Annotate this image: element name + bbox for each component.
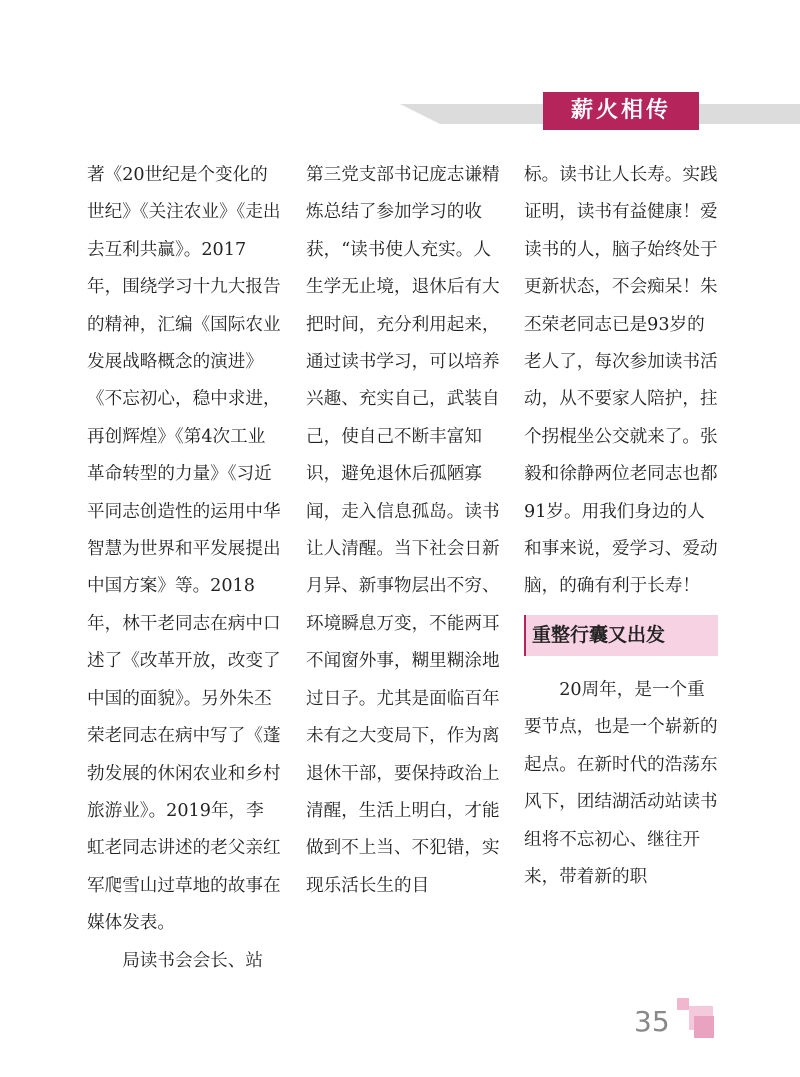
section-title: 薪火相传	[543, 92, 699, 130]
decor-square	[694, 1016, 714, 1038]
paragraph: 标。读书让人长寿。实践证明，读书有益健康！爱读书的人，脑子始终处于更新状态，不会痴呆！朱丕荣老同志已是93岁的老人了，每次参加读书活动，从不要家人陪护，拄个拐棍坐公交就来了。张毅和徐静两位老同志也都91岁。用我们身边的人和事来说，爱学习、爱动脑，的确有利于长寿！	[524, 165, 718, 597]
column-2	[306, 157, 500, 905]
page-number: 35	[634, 1005, 670, 1038]
paragraph: 局读书会会长、站	[122, 950, 263, 971]
decor-square	[677, 998, 689, 1010]
paragraph: 第三党支部书记庞志谦精炼总结了参加学习的收获，“读书使人充实。人生学无止境，退休后有大把时间，充分利用起来，通过读书学习，可以培养兴趣、充实自己，武装自己，使自己不断丰富知识，避免退休后孤陋寡闻，走入信息孤岛。读书让人清醒。当下社会日新月异、新事物层出不穷、环境瞬息万变，不能两耳不闻窗外事，糊里糊涂地过日子。尤其是面临百年未有之大变局下，作为离退休干部，要保持政治上清醒，生活上明白，才能做到不上当、不犯错，实现乐活长生的目	[306, 165, 500, 896]
column-3	[524, 157, 718, 896]
subheading: 重整行囊又出发	[524, 615, 718, 656]
paragraph: 20周年，是一个重要节点，也是一个崭新的起点。在新时代的浩荡东风下，团结湖活动站读书组将不忘初心、继往开来，带着新的职	[524, 679, 718, 887]
column-1	[87, 157, 281, 980]
paragraph: 著《20世纪是个变化的世纪》《关注农业》《走出去互利共赢》。2017年，围绕学习十九大报告的精神，汇编《国际农业发展战略概念的演进》《不忘初心，稳中求进，再创辉煌》《第4次工业革命转型的力量》《习近平同志创造性的运用中华智慧为世界和平发展提出中国方案》等。2018年，林干老同志在病中口述了《改革开放，改变了中国的面貌》。另外朱丕荣老同志在病中写了《蓬勃发展的休闲农业和乡村旅游业》。2019年，李虹老同志讲述的老父亲红军爬雪山过草地的故事在媒体发表。	[87, 165, 281, 934]
